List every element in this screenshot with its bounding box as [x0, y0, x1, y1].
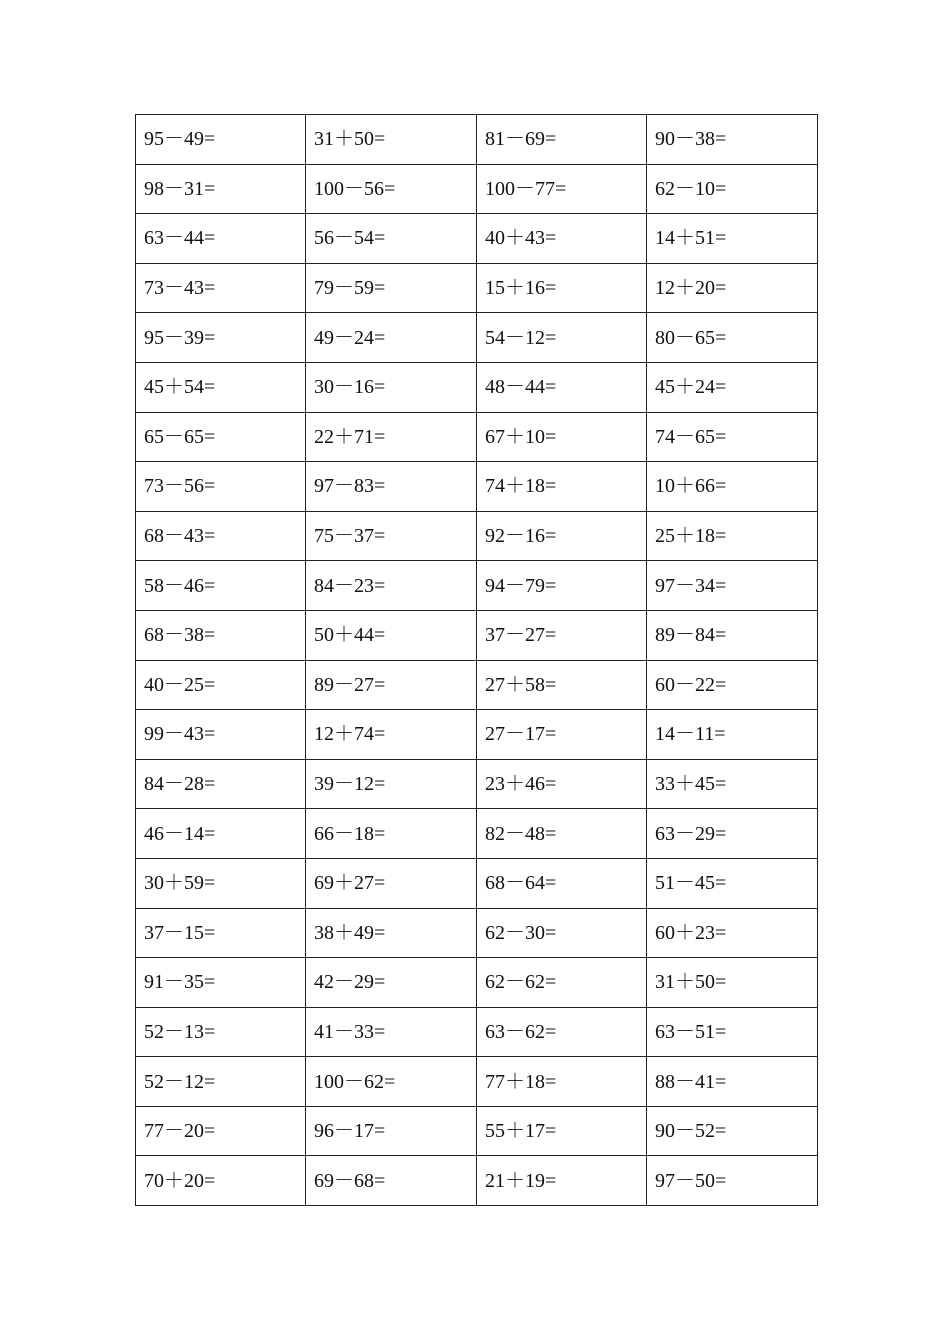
problem-cell: 31＋50= [647, 958, 818, 1008]
problem-cell: 37－15= [136, 908, 306, 958]
problem-cell: 49－24= [306, 313, 477, 363]
problem-cell: 97－50= [647, 1156, 818, 1206]
problem-cell: 88－41= [647, 1057, 818, 1107]
problem-cell: 73－43= [136, 263, 306, 313]
worksheet-row [136, 412, 818, 462]
problem-cell: 74＋18= [477, 462, 647, 512]
problem-cell: 100－77= [477, 164, 647, 214]
problem-cell: 31＋50= [306, 115, 477, 165]
worksheet-body [136, 115, 818, 1206]
worksheet-row [136, 1007, 818, 1057]
problem-cell: 14＋51= [647, 214, 818, 264]
worksheet-row [136, 164, 818, 214]
worksheet-row [136, 610, 818, 660]
problem-cell: 25＋18= [647, 511, 818, 561]
problem-cell: 52－12= [136, 1057, 306, 1107]
problem-cell: 68－43= [136, 511, 306, 561]
worksheet-row [136, 511, 818, 561]
problem-cell: 89－27= [306, 660, 477, 710]
problem-cell: 15＋16= [477, 263, 647, 313]
worksheet-row [136, 1057, 818, 1107]
problem-cell: 73－56= [136, 462, 306, 512]
problem-cell: 39－12= [306, 759, 477, 809]
problem-cell: 67＋10= [477, 412, 647, 462]
problem-cell: 68－64= [477, 858, 647, 908]
problem-cell: 12＋20= [647, 263, 818, 313]
problem-cell: 23＋46= [477, 759, 647, 809]
problem-cell: 97－83= [306, 462, 477, 512]
worksheet-row [136, 809, 818, 859]
worksheet-row [136, 263, 818, 313]
worksheet-row [136, 958, 818, 1008]
problem-cell: 41－33= [306, 1007, 477, 1057]
problem-cell: 37－27= [477, 610, 647, 660]
worksheet-row [136, 462, 818, 512]
problem-cell: 38＋49= [306, 908, 477, 958]
problem-cell: 68－38= [136, 610, 306, 660]
worksheet-row [136, 908, 818, 958]
problem-cell: 66－18= [306, 809, 477, 859]
problem-cell: 63－51= [647, 1007, 818, 1057]
problem-cell: 48－44= [477, 362, 647, 412]
problem-cell: 60＋23= [647, 908, 818, 958]
problem-cell: 42－29= [306, 958, 477, 1008]
problem-cell: 100－56= [306, 164, 477, 214]
problem-cell: 63－44= [136, 214, 306, 264]
problem-cell: 62－10= [647, 164, 818, 214]
problem-cell: 63－29= [647, 809, 818, 859]
problem-cell: 77＋18= [477, 1057, 647, 1107]
problem-cell: 30－16= [306, 362, 477, 412]
problem-cell: 58－46= [136, 561, 306, 611]
problem-cell: 60－22= [647, 660, 818, 710]
problem-cell: 27＋58= [477, 660, 647, 710]
problem-cell: 90－52= [647, 1106, 818, 1156]
problem-cell: 14－11= [647, 710, 818, 760]
problem-cell: 52－13= [136, 1007, 306, 1057]
problem-cell: 56－54= [306, 214, 477, 264]
problem-cell: 80－65= [647, 313, 818, 363]
problem-cell: 81－69= [477, 115, 647, 165]
worksheet-row [136, 759, 818, 809]
problem-cell: 21＋19= [477, 1156, 647, 1206]
problem-cell: 50＋44= [306, 610, 477, 660]
problem-cell: 92－16= [477, 511, 647, 561]
problem-cell: 40－25= [136, 660, 306, 710]
problem-cell: 69－68= [306, 1156, 477, 1206]
problem-cell: 33＋45= [647, 759, 818, 809]
problem-cell: 82－48= [477, 809, 647, 859]
worksheet-row [136, 1156, 818, 1206]
worksheet-row [136, 710, 818, 760]
problem-cell: 95－39= [136, 313, 306, 363]
worksheet-row [136, 561, 818, 611]
problem-cell: 74－65= [647, 412, 818, 462]
problem-cell: 84－28= [136, 759, 306, 809]
problem-cell: 94－79= [477, 561, 647, 611]
worksheet-row [136, 115, 818, 165]
problem-cell: 22＋71= [306, 412, 477, 462]
problem-cell: 95－49= [136, 115, 306, 165]
arithmetic-worksheet-table [135, 114, 818, 1206]
problem-cell: 62－62= [477, 958, 647, 1008]
problem-cell: 79－59= [306, 263, 477, 313]
problem-cell: 40＋43= [477, 214, 647, 264]
worksheet-row [136, 313, 818, 363]
problem-cell: 99－43= [136, 710, 306, 760]
problem-cell: 96－17= [306, 1106, 477, 1156]
problem-cell: 63－62= [477, 1007, 647, 1057]
problem-cell: 30＋59= [136, 858, 306, 908]
worksheet-row [136, 362, 818, 412]
worksheet-row [136, 1106, 818, 1156]
worksheet-row [136, 214, 818, 264]
problem-cell: 51－45= [647, 858, 818, 908]
problem-cell: 70＋20= [136, 1156, 306, 1206]
problem-cell: 90－38= [647, 115, 818, 165]
problem-cell: 77－20= [136, 1106, 306, 1156]
problem-cell: 46－14= [136, 809, 306, 859]
problem-cell: 45＋24= [647, 362, 818, 412]
problem-cell: 10＋66= [647, 462, 818, 512]
problem-cell: 65－65= [136, 412, 306, 462]
problem-cell: 45＋54= [136, 362, 306, 412]
problem-cell: 69＋27= [306, 858, 477, 908]
problem-cell: 27－17= [477, 710, 647, 760]
problem-cell: 54－12= [477, 313, 647, 363]
problem-cell: 91－35= [136, 958, 306, 1008]
problem-cell: 75－37= [306, 511, 477, 561]
problem-cell: 55＋17= [477, 1106, 647, 1156]
problem-cell: 62－30= [477, 908, 647, 958]
problem-cell: 100－62= [306, 1057, 477, 1107]
problem-cell: 12＋74= [306, 710, 477, 760]
problem-cell: 84－23= [306, 561, 477, 611]
worksheet-row [136, 858, 818, 908]
worksheet-row [136, 660, 818, 710]
problem-cell: 89－84= [647, 610, 818, 660]
problem-cell: 98－31= [136, 164, 306, 214]
problem-cell: 97－34= [647, 561, 818, 611]
